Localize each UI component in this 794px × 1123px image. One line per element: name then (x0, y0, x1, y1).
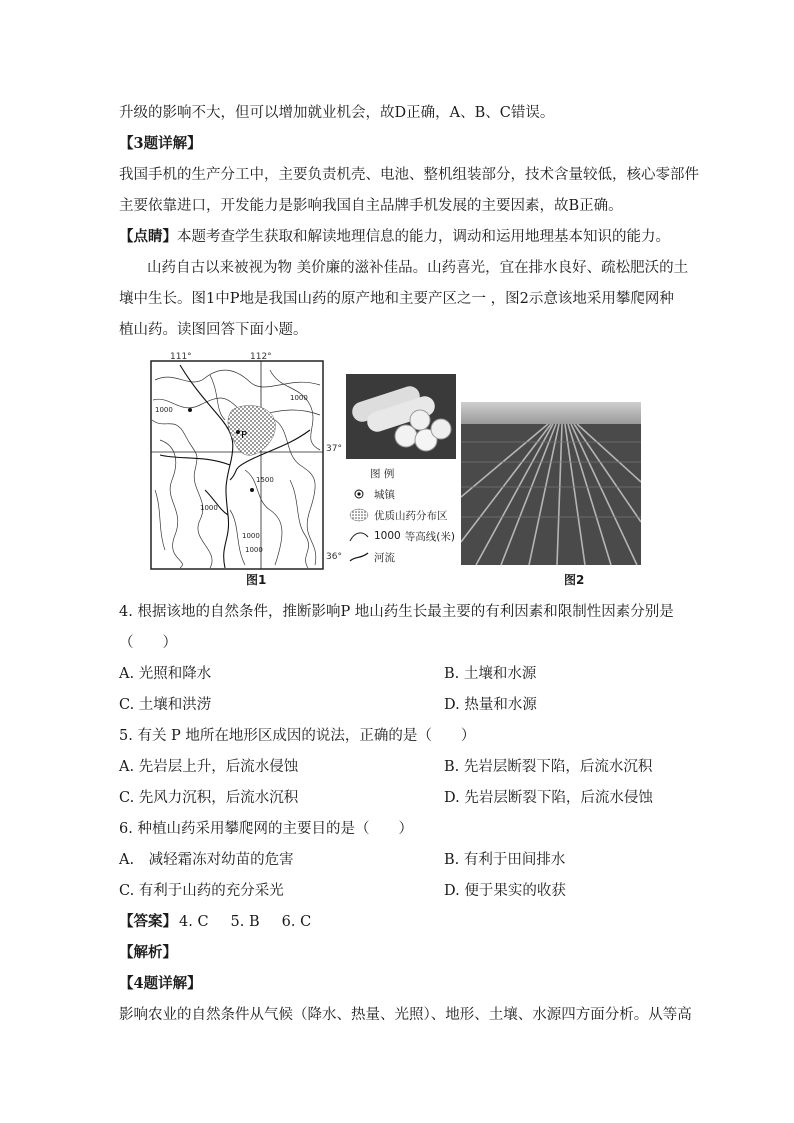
option-c: C. 先风力沉积，后流水沉积 (119, 790, 299, 806)
option-d: D. 先岩层断裂下陷，后流水侵蚀 (444, 790, 653, 806)
legend-value: 1000 (374, 530, 401, 542)
dianjing-line (119, 227, 670, 247)
legend-label: 城镇 (374, 488, 395, 501)
legend-title: 图 例 (370, 468, 395, 480)
option-b: B. 有利于田间排水 (444, 852, 566, 868)
option-d: D. 便于果实的收获 (444, 883, 566, 899)
answer-item: 6. C (281, 914, 312, 930)
text-line: 升级的影响不大，但可以增加就业机会，故D正确，A、B、C错误。 (119, 105, 555, 121)
latitude-label: 36° (326, 552, 342, 562)
yam-photo (346, 374, 456, 459)
contour-label: 1000 (290, 394, 308, 402)
answer-item: 4. C (179, 914, 209, 930)
contour-label: 1000 (200, 504, 218, 512)
contour-line-icon (348, 529, 370, 543)
dianjing-label: 【点睛】 (119, 228, 177, 245)
legend-item (348, 548, 460, 566)
text-line: 主要依靠进口，开发能力是影响我国自主品牌手机发展的主要因素，故B正确。 (119, 198, 623, 214)
town-icon (348, 487, 370, 501)
legend-item (348, 527, 460, 545)
longitude-label: 111° (170, 352, 192, 362)
answer-line (119, 912, 333, 932)
question-5-stem: 5. 有关 P 地所在地形区成因的说法，正确的是（ ） (119, 728, 476, 744)
option-a: A. 减轻霜冻对幼苗的危害 (119, 852, 294, 868)
legend-label: 优质山药分布区 (374, 509, 448, 522)
field-photo (461, 402, 641, 565)
question-4-stem: 4. 根据该地的自然条件，推断影响P 地山药生长最主要的有利因素和限制性因素分别是 (119, 604, 674, 620)
option-c: C. 土壤和洪涝 (119, 697, 212, 713)
topographic-map (150, 360, 324, 570)
question-6-stem: 6. 种植山药采用攀爬网的主要目的是（ ） (119, 821, 413, 837)
option-a: A. 先岩层上升，后流水侵蚀 (119, 759, 299, 775)
legend-item (348, 485, 460, 503)
intro-text: 植山药。读图回答下面小题。 (119, 322, 308, 338)
option-a: A. 光照和降水 (119, 666, 212, 682)
dianjing-text: 本题考查学生获取和解读地理信息的能力，调动和运用地理基本知识的能力。 (177, 229, 670, 245)
text-line: 我国手机的生产分工中，主要负责机壳、电池、整机组装部分，技术含量较低，核心零部件 (119, 167, 699, 183)
intro-text: 壤中生长。图1中P地是我国山药的原产地和主要产区之一 ，图2示意该地采用攀爬网种 (119, 291, 674, 307)
option-b: B. 土壤和水源 (444, 666, 537, 682)
river-icon (348, 550, 370, 564)
point-p-label: P (241, 430, 248, 441)
section-heading: 【3题详解】 (119, 135, 202, 152)
latitude-label: 37° (326, 444, 342, 454)
question-4-paren: （ ） (119, 635, 177, 651)
figure-2-caption: 图2 (564, 573, 585, 587)
option-c: C. 有利于山药的充分采光 (119, 883, 284, 899)
legend-item (348, 506, 460, 524)
analysis-label: 【解析】 (119, 944, 177, 961)
map-legend (348, 466, 460, 569)
option-d: D. 热量和水源 (444, 697, 537, 713)
distribution-area-icon (348, 508, 370, 522)
figure-1-caption: 图1 (246, 573, 267, 587)
answer-item: 5. B (230, 914, 260, 930)
analysis-text: 影响农业的自然条件从气候（降水、热量、光照）、地形、土壤、水源四方面分析。从等高 (119, 1007, 692, 1023)
contour-label: 1000 (245, 546, 263, 554)
longitude-label: 112° (250, 352, 272, 362)
legend-label: 等高线(米) (404, 530, 455, 543)
contour-label: 1500 (256, 476, 274, 484)
contour-label: 1000 (242, 532, 260, 540)
legend-label: 河流 (374, 551, 395, 564)
intro-text: 山药自古以来被视为物 美价廉的滋补佳品。山药喜光，宜在排水良好、疏松肥沃的土 (147, 260, 689, 276)
section-heading: 【4题详解】 (119, 975, 202, 992)
contour-label: 1000 (155, 406, 173, 414)
answer-label: 【答案】 (119, 913, 177, 930)
option-b: B. 先岩层断裂下陷，后流水沉积 (444, 759, 653, 775)
